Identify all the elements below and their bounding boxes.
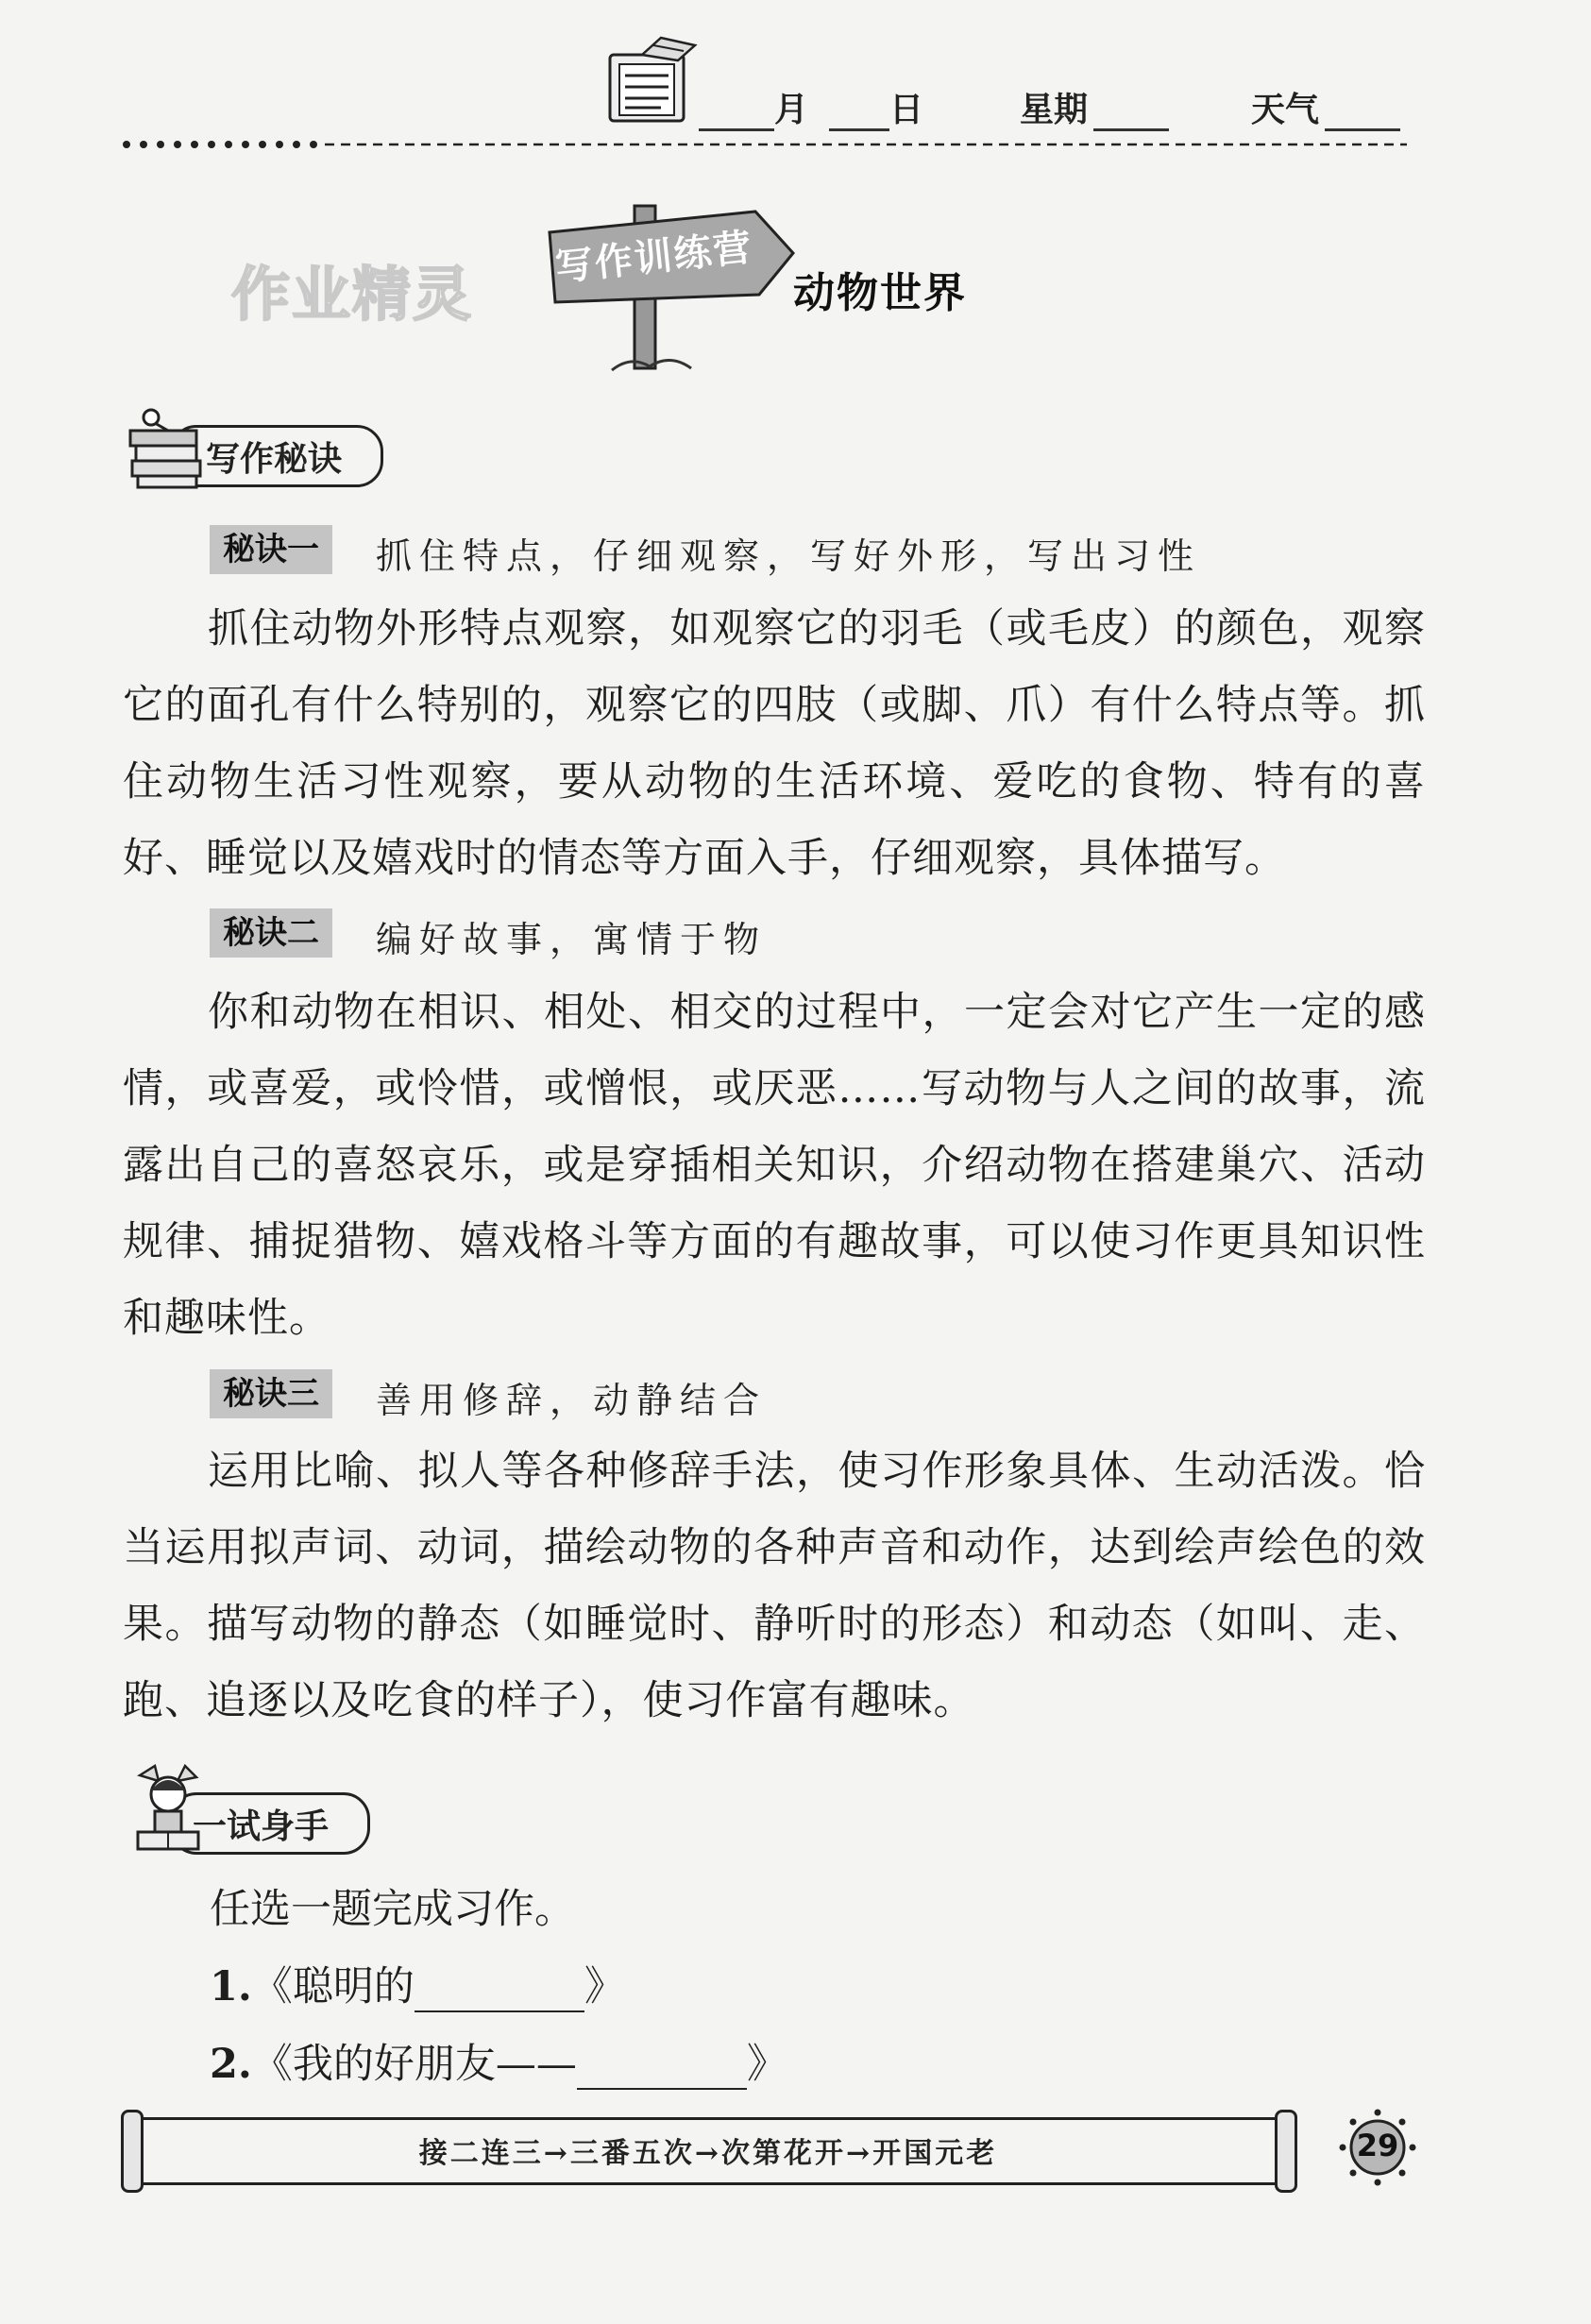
date-month xyxy=(699,83,808,131)
task-1-close: 》 xyxy=(584,1963,625,2010)
page-title: 动物世界 xyxy=(793,269,967,317)
tip-2-tag: 秘诀二 xyxy=(210,908,332,958)
practice-task-2 xyxy=(210,2032,787,2090)
task-2-open: 《我的好朋友—— xyxy=(251,2041,577,2088)
tip-1-tag: 秘诀一 xyxy=(210,525,332,574)
weather-label: 天气 xyxy=(1251,91,1320,129)
page-number: 29 xyxy=(1356,2128,1399,2163)
month-blank[interactable] xyxy=(699,91,774,131)
footer-idiom-chain: 接二连三→三番五次→次第花开→开国元老 xyxy=(418,2137,998,2170)
task-1-open: 《聪明的 xyxy=(251,1963,415,2010)
date-weather xyxy=(1251,83,1400,131)
month-label: 月 xyxy=(774,91,809,129)
date-day xyxy=(829,83,923,131)
task-2-close: 》 xyxy=(746,2041,787,2088)
tip-3-tag: 秘诀三 xyxy=(210,1369,332,1418)
task-1-num: 1. xyxy=(210,1963,252,2010)
practice-instruction: 任选一题完成习作。 xyxy=(210,1886,575,1933)
calendar-icon xyxy=(604,36,699,127)
weather-blank[interactable] xyxy=(1325,91,1400,131)
day-label: 日 xyxy=(889,91,924,129)
task-2-num: 2. xyxy=(210,2041,252,2088)
weekday-blank[interactable] xyxy=(1093,91,1169,131)
date-weekday xyxy=(1020,83,1169,131)
tip-2-heading: 编好故事，寓情于物 xyxy=(376,919,768,960)
weekday-label: 星期 xyxy=(1020,91,1089,129)
task-1-blank[interactable] xyxy=(415,1967,584,2012)
signpost-label: 写作训练营 xyxy=(552,226,755,290)
practice-task-1 xyxy=(210,1955,625,2012)
tip-3-heading: 善用修辞，动静结合 xyxy=(376,1380,768,1421)
header-divider xyxy=(123,140,1407,149)
tip-3-body: 运用比喻、拟人等各种修辞手法，使习作形象具体、生动活泼。恰当运用拟声词、动词，描绘动物的各种声音和动作，达到绘声绘色的效果。描写动物的静态（如睡觉时、静听时的形态）和动态（如叫、走、跑、追逐以及吃食的样子），使习作富有趣味。 xyxy=(123,1448,1426,1724)
section-tips-label: 写作秘诀 xyxy=(206,440,343,479)
tip-1-body: 抓住动物外形特点观察，如观察它的羽毛（或毛皮）的颜色，观察它的面孔有什么特别的，观察它的四肢（或脚、爪）有什么特点等。抓住动物生活习性观察，要从动物的生活环境、爱吃的食物、特有的喜好、睡觉以及嬉戏时的情态等方面入手，仔细观察，具体描写。 xyxy=(123,605,1426,882)
tip-1-heading: 抓住特点，仔细观察，写好外形，写出习性 xyxy=(376,535,1202,577)
tip-2-body: 你和动物在相识、相处、相交的过程中，一定会对它产生一定的感情，或喜爱，或怜惜，或憎恨，或厌恶……写动物与人之间的故事，流露出自己的喜怒哀乐，或是穿插相关知识，介绍动物在搭建巢穴、活动规律、捕捉猎物、嬉戏格斗等方面的有趣故事，可以使习作更具知识性和趣味性。 xyxy=(123,989,1426,1342)
day-blank[interactable] xyxy=(829,91,889,131)
watermark: 作业精灵 xyxy=(231,260,474,329)
books-icon xyxy=(127,404,206,491)
task-2-blank[interactable] xyxy=(577,2044,747,2090)
section-practice-label: 一试身手 xyxy=(193,1807,330,1846)
